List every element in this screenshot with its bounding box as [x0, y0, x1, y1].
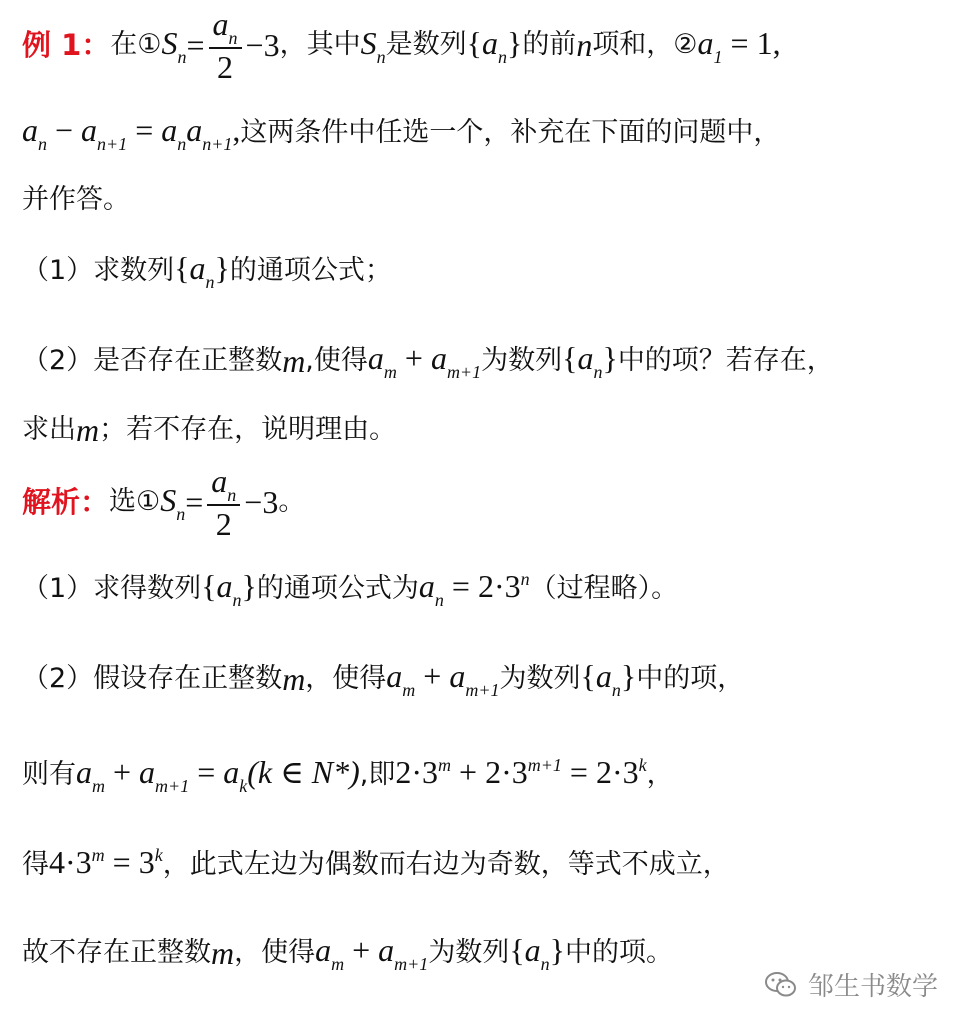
solution-header [22, 462, 950, 542]
text: 为数列 [428, 936, 510, 968]
fraction-an-over-2: $\frac{a_n}{2}$ [207, 463, 240, 542]
formula-equation: $a_m + a_{m+1} = a_k(k$ ∈ N*) [76, 754, 360, 796]
m-var: m [76, 412, 100, 448]
minus-3: −3 [244, 484, 279, 520]
formula-parity: $4\cdot 3^m = 3^k$ [49, 844, 163, 880]
text: ,即 [359, 758, 396, 790]
m-var: m [282, 660, 306, 697]
sequence-an: $\{a_n\}$ [174, 250, 230, 292]
text: 中的项。 [565, 936, 674, 968]
text: ，此式左边为偶数而右边为奇数，等式不成立， [162, 848, 730, 880]
text: 得 [22, 848, 49, 880]
formula-recurrence: $a_n - a_{n+1} = a_na_{n+1}$, [22, 112, 241, 154]
example-line-1 [22, 5, 950, 85]
formula-a1: $a_1 = 1$, [697, 24, 781, 67]
text: （2）是否存在正整数 [22, 344, 283, 376]
text: 的通项公式； [229, 254, 392, 286]
sequence-an: $\{a_n\}$ [580, 658, 637, 700]
text: 的前 [522, 29, 577, 60]
text: 选① [109, 486, 161, 517]
text: ，使得 [234, 936, 316, 968]
wechat-icon [764, 971, 798, 999]
text: 在① [110, 29, 162, 60]
fraction-an-over-2: $\frac{a_n}{2}$ [209, 6, 242, 85]
formula-sn: $S_n$ [161, 24, 187, 67]
solution-part-1 [22, 566, 950, 611]
text: ，使得 [305, 662, 387, 694]
question-2-line-2 [22, 410, 950, 450]
solution-label: 解析： [22, 485, 110, 519]
m-var: m [211, 934, 235, 971]
text: 故不存在正整数 [22, 936, 211, 968]
text: （2）假设存在正整数 [22, 662, 283, 694]
equals: = [186, 27, 205, 63]
watermark [764, 966, 938, 1003]
sequence-an: $\{a_n\}$ [201, 568, 257, 610]
text: ,使得 [305, 344, 368, 376]
m-var: m [282, 342, 306, 379]
text: 。 [278, 486, 306, 517]
formula-am-sum: $a_m + a_{m+1}$ [315, 932, 429, 974]
example-label: 例 1： [22, 28, 111, 62]
formula-am-sum: $a_m + a_{m+1}$ [386, 658, 500, 700]
text: 这两条件中任选一个，补充在下面的问题中， [240, 116, 781, 148]
solution-part-3 [22, 752, 950, 797]
watermark-text: 邹生书数学 [807, 972, 938, 1002]
text: 则有 [22, 758, 76, 790]
text: ， [646, 758, 674, 790]
text: （1）求数列 [22, 254, 175, 286]
example-line-3 [22, 180, 950, 220]
text: 是数列 [385, 29, 467, 60]
text: 项和，② [592, 29, 698, 60]
formula-am-sum: $a_m + a_{m+1}$ [367, 340, 482, 382]
solution-part-4 [22, 842, 950, 887]
text: ，其中 [279, 29, 361, 60]
text: （1）求得数列 [22, 572, 202, 604]
n-var: n [576, 27, 593, 63]
text: 的通项公式为 [256, 572, 419, 604]
equals: = [185, 484, 204, 520]
text: 为数列 [481, 344, 563, 376]
minus-3: −3 [245, 27, 280, 63]
solution-part-2 [22, 656, 950, 701]
text: （过程略）。 [529, 572, 679, 604]
text: 中的项？若存在， [617, 344, 834, 376]
formula-sn-2: $S_n$ [360, 24, 386, 67]
text: 并作答。 [22, 184, 130, 215]
sequence-an: $\{a_n\}$ [562, 340, 618, 382]
sequence-an: $\{a_n\}$ [509, 932, 566, 974]
question-2 [22, 338, 950, 383]
example-line-2 [22, 110, 950, 155]
sequence-an: $\{a_n\}$ [466, 24, 523, 67]
question-1 [22, 248, 950, 293]
text: 中的项， [636, 662, 745, 694]
formula-general-term: $a_n = 2\cdot 3^n$ [418, 568, 530, 610]
formula-sn: $S_n$ [160, 481, 186, 524]
text: 求出 [22, 414, 76, 445]
text: ；若不存在，说明理由。 [99, 414, 397, 445]
text: 为数列 [499, 662, 581, 694]
formula-power-equation: $2\cdot 3^m + 2\cdot 3^{m+1} = 2\cdot 3^k$ [395, 754, 647, 790]
